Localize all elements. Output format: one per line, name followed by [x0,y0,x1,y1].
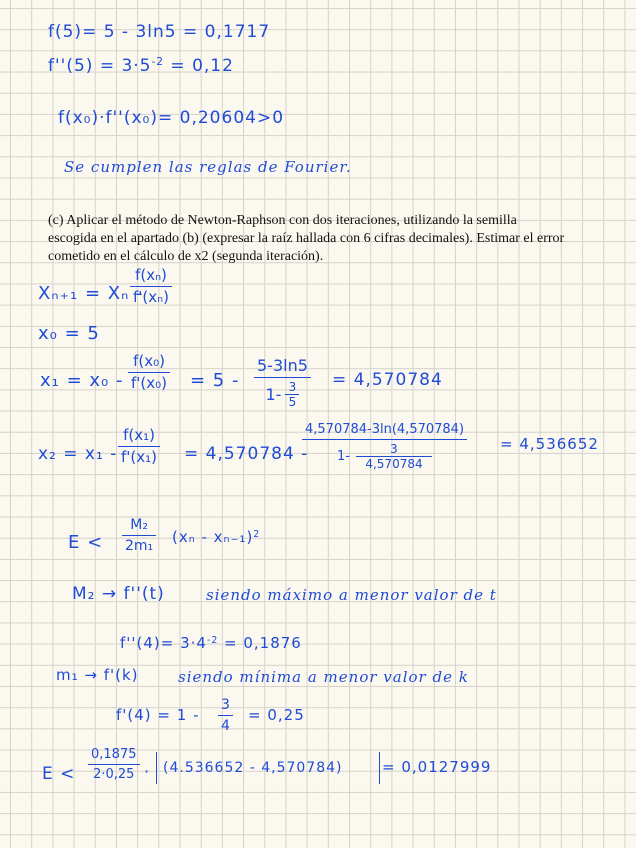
fraction-bar [88,764,140,765]
x2-lhs: x₂ = x₁ - [38,444,118,464]
product-line: f(x₀)·f''(x₀)= 0,20604>0 [58,108,285,128]
f-second-5-text: f''(5) = 3·5 [48,56,152,76]
x2-fraction2 [302,423,467,470]
final-num: 0,1875 [91,747,137,762]
fraction-bar [218,715,233,716]
final-dot: · [144,762,151,781]
x2-result: = 4,536652 [500,435,599,453]
f-first-4-fraction [218,698,233,733]
f-second-4-exp: -2 [206,634,219,646]
newton-fraction [130,268,172,305]
error-den: 2m₁ [125,538,154,554]
fraction-bar [118,446,160,447]
x1-den: f'(x₀) [131,374,167,392]
x2-den2-fden: 4,570784 [365,457,423,471]
newton-den: f'(xₙ) [133,288,169,306]
x2-num: f(x₁) [123,426,155,444]
x2-fraction [118,428,160,465]
x1-den2-fnum: 3 [288,380,297,394]
newton-lhs: Xₙ₊₁ = Xₙ - [38,283,144,304]
m2-text: siendo máximo a menor valor de t [206,586,497,604]
m1-lhs: m₁ → f'(k) [56,666,139,684]
x2-mid: = 4,570784 - [184,444,309,464]
error-lhs: E < [68,532,104,553]
fraction-bar [302,439,467,440]
newton-num: f(xₙ) [135,266,167,284]
error-rhs: (xₙ - xₙ₋₁) [172,528,254,546]
f-first-4-den: 4 [221,718,230,734]
m1-text: siendo mínima a menor valor de k [178,668,469,686]
final-inner: (4.536652 - 4,570784) [163,760,343,776]
error-fraction [122,518,156,553]
f-second-5-val: = 0,12 [170,56,234,76]
x1-num2: 5-3ln5 [257,356,308,375]
f-second-5-exp: -2 [151,56,165,69]
fourier-line: Se cumplen las reglas de Fourier. [64,158,352,176]
final-fraction [88,748,140,781]
error-exp: 2 [253,528,261,540]
x1-fraction [128,354,170,391]
final-den: 2·0,25 [93,767,135,782]
x2-den2-fnum: 3 [390,442,398,456]
f-first-4-val: = 0,25 [248,706,305,724]
f-first-4-num: 3 [221,697,230,713]
f-first-4-lhs: f'(4) = 1 - [116,706,200,724]
x1-mid: = 5 - [190,370,240,391]
x2-den2-frac [356,443,432,470]
fraction-bar [122,535,156,536]
x2-den2 [334,443,435,470]
fraction-bar [254,377,311,378]
f-second-5-line [48,58,234,75]
m2-lhs: M₂ → f''(t) [72,584,165,604]
error-num: M₂ [130,517,148,533]
f-second-4-val: = 0,1876 [224,634,302,652]
fraction-bar [130,286,172,287]
x1-result: = 4,570784 [332,370,443,390]
x2-den2-pre: 1- [337,449,350,464]
f-second-4-line [120,636,302,651]
x2-num2: 4,570784-3ln(4,570784) [305,422,465,437]
fraction-bar [128,372,170,373]
f-second-4-text: f''(4)= 3·4 [120,634,207,652]
x2-den: f'(x₁) [121,448,157,466]
x1-num: f(x₀) [133,352,165,370]
x1-lhs: x₁ = x₀ - [40,370,124,391]
x1-den2 [262,381,302,408]
error-rhs-line [172,530,260,545]
f-of-5-line: f(5)= 5 - 3ln5 = 0,1717 [48,22,271,42]
x0-line: x₀ = 5 [38,323,100,344]
final-val: = 0,0127999 [382,758,492,776]
x1-den2-frac [285,381,299,408]
x1-den2-fden: 5 [288,395,297,409]
x1-den2-pre: 1- [265,384,282,404]
question-text: (c) Aplicar el método de Newton-Raphson con dos iteraciones, utilizando la semilla escogida en el apartado (b) (expresar la raíz hallada con 6 cifras decimales). Estimar el error cometido en el cálculo de x2 (segunda iteración). [48,213,565,264]
x1-fraction2 [254,358,311,408]
final-lhs: E < [42,764,76,784]
